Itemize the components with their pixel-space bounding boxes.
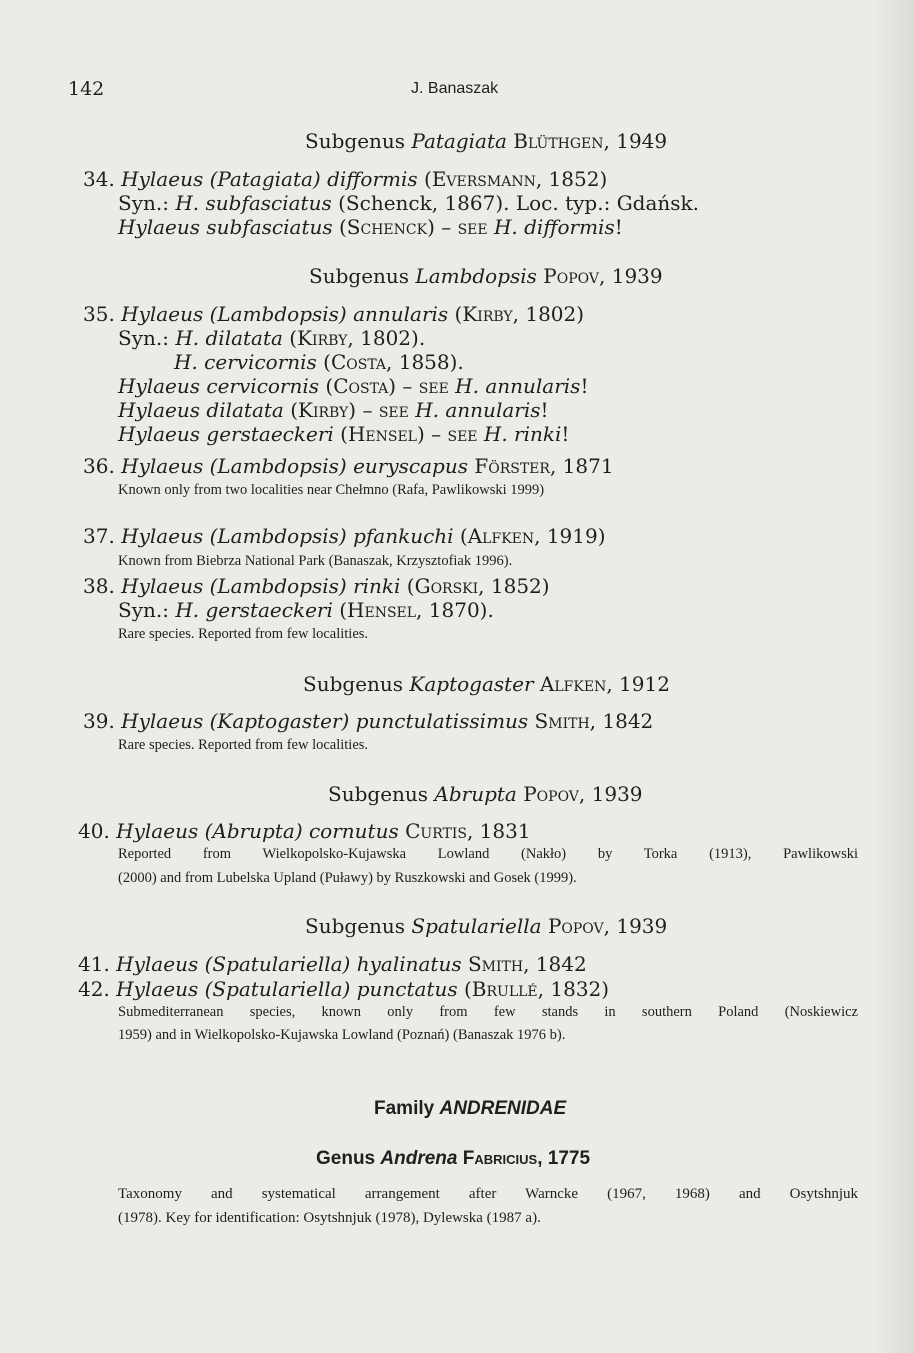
entry-37: 37. Hylaeus (Lambdopsis) pfankuchi (Alfken, 1919) bbox=[83, 524, 606, 548]
entry-38-note: Rare species. Reported from few localities. bbox=[118, 626, 369, 642]
entry-35-cross-ref-2: Hylaeus dilatata (Kirby) – see H. annularis! bbox=[118, 398, 549, 422]
entry-35-cross-ref-3: Hylaeus gerstaeckeri (Hensel) – see H. rinki! bbox=[118, 422, 570, 446]
entry-34-cross-ref: Hylaeus subfasciatus (Schenck) – see H. difformis! bbox=[118, 215, 623, 239]
entry-39-note: Rare species. Reported from few localities. bbox=[118, 737, 369, 753]
entry-36-note: Known only from two localities near Chełmno (Rafa, Pawlikowski 1999) bbox=[118, 482, 545, 498]
page-edge-shade bbox=[874, 0, 914, 1353]
entry-42: 42. Hylaeus (Spatulariella) punctatus (Brullé, 1832) bbox=[78, 977, 610, 1001]
entry-34: 34. Hylaeus (Patagiata) difformis (Eversmann, 1852) bbox=[83, 167, 608, 191]
running-head-author: J. Banaszak bbox=[411, 80, 499, 97]
entry-38-synonym: Syn.: H. gerstaeckeri (Hensel, 1870). bbox=[118, 598, 494, 622]
entry-35-synonym-1: Syn.: H. dilatata (Kirby, 1802). bbox=[118, 326, 426, 350]
entry-40: 40. Hylaeus (Abrupta) cornutus Curtis, 1831 bbox=[78, 819, 531, 843]
entry-40-note-line-1: Reported from Wielkopolsko-Kujawska Lowland (Nakło) by Torka (1913), Pawlikowski bbox=[118, 846, 858, 862]
taxonomy-note-line-1: Taxonomy and systematical arrangement after Warncke (1967, 1968) and Osytshnjuk bbox=[118, 1186, 858, 1202]
family-heading: Family ANDRENIDAE bbox=[374, 1098, 567, 1119]
entry-37-note: Known from Biebrza National Park (Banaszak, Krzysztofiak 1996). bbox=[118, 553, 513, 569]
taxonomy-note-line-2: (1978). Key for identification: Osytshnjuk (1978), Dylewska (1987 a). bbox=[118, 1210, 541, 1226]
entry-39: 39. Hylaeus (Kaptogaster) punctulatissimus Smith, 1842 bbox=[83, 709, 654, 733]
subgenus-heading-lambdopsis: Subgenus Lambdopsis Popov, 1939 bbox=[309, 264, 663, 288]
subgenus-heading-spatulariella: Subgenus Spatulariella Popov, 1939 bbox=[305, 914, 668, 938]
entry-38: 38. Hylaeus (Lambdopsis) rinki (Gorski, 1852) bbox=[83, 574, 550, 598]
subgenus-heading-abrupta: Subgenus Abrupta Popov, 1939 bbox=[328, 782, 643, 806]
entry-35: 35. Hylaeus (Lambdopsis) annularis (Kirby, 1802) bbox=[83, 302, 585, 326]
subgenus-heading-patagiata: Subgenus Patagiata Blüthgen, 1949 bbox=[305, 129, 668, 153]
subgenus-heading-kaptogaster: Subgenus Kaptogaster Alfken, 1912 bbox=[303, 672, 670, 696]
entry-35-cross-ref-1: Hylaeus cervicornis (Costa) – see H. annularis! bbox=[118, 374, 589, 398]
entry-41: 41. Hylaeus (Spatulariella) hyalinatus Smith, 1842 bbox=[78, 952, 587, 976]
entry-42-note-line-1: Submediterranean species, known only from few stands in southern Poland (Noskiewicz bbox=[118, 1004, 858, 1020]
page-number: 142 bbox=[68, 78, 105, 100]
genus-heading: Genus Andrena Fabricius, 1775 bbox=[316, 1148, 591, 1169]
entry-34-synonym: Syn.: H. subfasciatus (Schenck, 1867). Loc. typ.: Gdańsk. bbox=[118, 191, 700, 215]
entry-36: 36. Hylaeus (Lambdopsis) euryscapus Förster, 1871 bbox=[83, 454, 614, 478]
entry-42-note-line-2: 1959) and in Wielkopolsko-Kujawska Lowland (Poznań) (Banaszak 1976 b). bbox=[118, 1027, 566, 1043]
entry-40-note-line-2: (2000) and from Lubelska Upland (Puławy) by Ruszkowski and Gosek (1999). bbox=[118, 870, 577, 886]
entry-35-synonym-2: H. cervicornis (Costa, 1858). bbox=[174, 350, 464, 374]
